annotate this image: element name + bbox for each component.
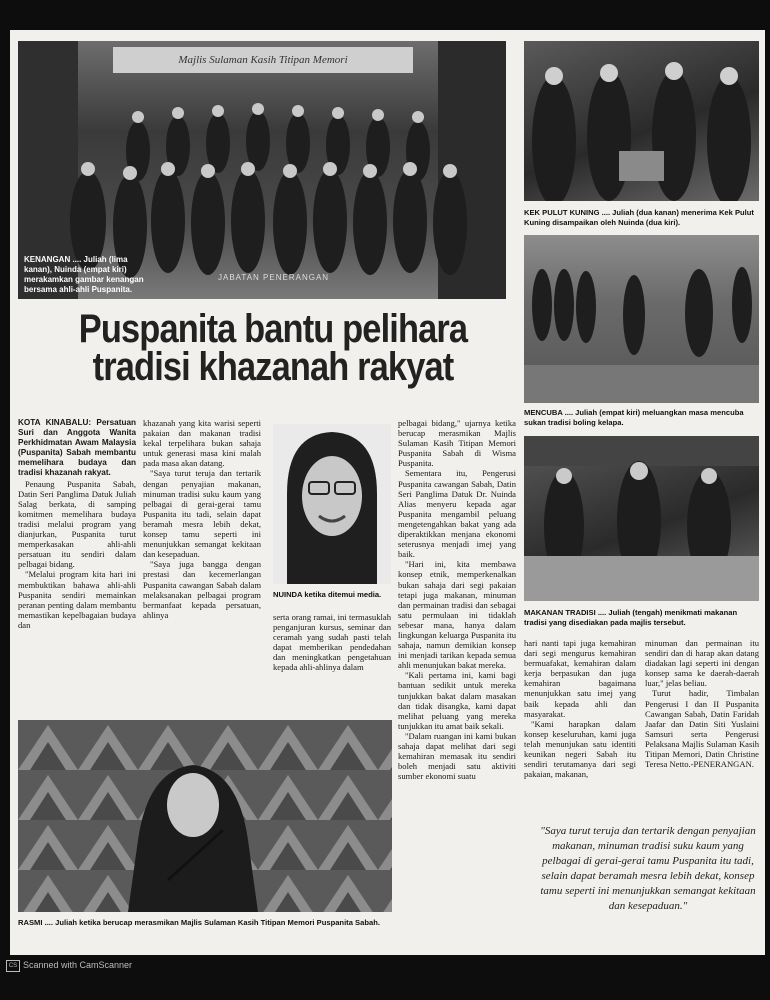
kek-photo xyxy=(524,41,759,201)
footer-text: Scanned with CamScanner xyxy=(23,960,133,970)
mencuba-caption: MENCUBA .... Juliah (empat kiri) meluangkan masa mencuba sukan tradisi boling kelapa. xyxy=(524,408,744,427)
group-photo-caption: KENANGAN .... Juliah (lima kanan), Nuinda (empat kiri) merakamkan gambar kenangan bersama ahli-ahli Puspanita. xyxy=(24,255,144,294)
group-photo xyxy=(18,41,506,299)
kek-caption: KEK PULUT KUNING .... Juliah (dua kanan) menerima Kek Pulut Kuning disampaikan oleh Nuinda (dua kiri). xyxy=(524,208,754,227)
article-column-1 xyxy=(18,418,136,710)
paragraph: Turut hadir, Timbalan Pengerusi I dan II Puspanita Cawangan Sabah, Datin Faridah Jaafar dan Datin Siti Yuslaini Samsuri serta Pengerusi Pelaksana Majlis Sulaman Kasih Titipan Memori, Datin Christine Teresa Netto.-PENERANGAN. xyxy=(645,688,759,770)
article-column-6 xyxy=(645,638,759,823)
watermark: JABATAN PENERANGAN xyxy=(218,273,330,282)
paragraph: pelbagai bidang," ujarnya ketika berucap merasmikan Majlis Sulaman Kasih Titipan Memori Puspanita Sabah di Wisma Puspanita. xyxy=(398,418,516,469)
mencuba-photo xyxy=(524,235,759,403)
camscanner-logo-icon: CS xyxy=(6,960,20,972)
article-column-3 xyxy=(273,612,391,712)
article-column-4 xyxy=(398,418,516,948)
paragraph: serta orang ramai, ini termasuklah penganjuran kursus, seminar dan ceramah yang sudah pasti telah dapat memberikan pendedahan dan meningkatkan pengetahuan kepada ahli-ahlinya dalam xyxy=(273,612,391,673)
headline-line-1: Puspanita bantu pelihara xyxy=(78,307,468,351)
article-column-5 xyxy=(524,638,636,823)
makanan-caption: MAKANAN TRADISI .... Juliah (tengah) menikmati makanan tradisi yang disediakan pada majlis tersebut. xyxy=(524,608,738,627)
headline xyxy=(62,307,483,389)
paragraph: "Saya juga bangga dengan prestasi dan kecemerlangan Puspanita cawangan Sabah dalam melaksanakan pelbagai program bermanfaat kepada persatuan, ahlinya xyxy=(143,559,261,620)
scanner-footer xyxy=(0,958,770,972)
banner-text: Majlis Sulaman Kasih Titipan Memori xyxy=(178,54,348,66)
makanan-photo xyxy=(524,436,759,601)
paragraph: minuman dan permainan itu sendiri dan di harap akan datang diadakan lagi seperti ini dengan konsep sama ke daerah-daerah luar," jelas beliau. xyxy=(645,638,759,689)
paragraph: "Kami harapkan dalam konsep keseluruhan, kami juga telah menunjukan satu identiti keunikan negeri Sabah itu sendiri terutamanya dari segi pakaian, makanan, xyxy=(524,718,636,780)
rasmi-caption: RASMI .... Juliah ketika berucap merasmikan Majlis Sulaman Kasih Titipan Memori Puspanita Sabah. xyxy=(18,918,380,927)
paragraph: Sementara itu, Pengerusi Puspanita cawangan Sabah, Datin Seri Panglima Datuk Dr. Nuinda Alias menyeru kepada agar Puspanita mengambil peluang mengetengahkan bakat yang ada diperaktikkan menjana ekonomi seterusnya menjadi imej yang baik. xyxy=(398,468,516,560)
paragraph: "Saya turut teruja dan tertarik dengan penyajian makanan, minuman tradisi suku kaum yang pelbagai di gerai-gerai tamu Puspanita itu tadi, selain dapat beramah mesra lebih dekat, konsep tamu seperti ini menunjukkan semangat kekitaan dan kesepaduan. xyxy=(143,468,261,560)
paragraph: Penaung Puspanita Sabah, Datin Seri Panglima Datuk Juliah Salag berkata, di samping komitmen memelihara budaya tradisi melalui program yang dianjurkan, Puspanita turut memperkasakan ahli-ahli persatuan itu sendiri dalam pelbagai bidang. xyxy=(18,478,136,570)
paragraph: khazanah yang kita warisi seperti pakaian dan makanan tradisi kekal terpelihara bukan sahaja untuk generasi masa kini malah pada masa akan datang. xyxy=(143,418,261,469)
lead-paragraph: KOTA KINABALU: Persatuan Suri dan Anggota Wanita Perkhidmatan Awam Malaysia (Puspanita) Sabah membantu memelihara budaya dan tradisi khazanah rakyat. xyxy=(18,418,136,478)
nuinda-caption: NUINDA ketika ditemui media. xyxy=(273,590,382,599)
rasmi-photo xyxy=(18,720,392,912)
newspaper-page xyxy=(10,30,765,955)
paragraph: hari nanti tapi juga kemahiran dari segi mengurus kemahiran bermuafakat, kemahiran dalam kerja berpasukan dan juga kemahiran bagaimana menunjukkan satu imej yang baik kepada ahli dan masyarakat. xyxy=(524,638,636,719)
paragraph: "Melalui program kita hari ini membuktikan bahawa ahli-ahli Puspanita sendiri memainkan peranan penting dalam membantu memastikan kepelbagaian budaya dan xyxy=(18,569,136,630)
article-column-2 xyxy=(143,418,261,710)
pull-quote: "Saya turut teruja dan tertarik dengan penyajian makanan, minuman tradisi suku kaum yang pelbagai di gerai-gerai tamu Puspanita itu tadi, selain dapat beramah mesra lebih dekat, konsep tamu seperti ini menunjukkan semangat kekitaan dan kesepaduan." xyxy=(540,825,756,912)
paragraph: "Hari ini, kita membawa konsep etnik, memperkenalkan bukan sahaja dari segi pakaian tetapi juga makanan, minuman dan permainan tradisi dan sebagai satu permulaan ini tidaklah sebesar mana, hanya dalam lingkungan keluarga Puspanita itu sahaja, namun demikian konsep ini menjadi tarikan kepada semua ahli menunjukan bakat mereka. xyxy=(398,559,516,671)
paragraph: "Dalam ruangan ini kami bukan sahaja dapat melihat dari segi kemahiran memasak itu sendiri boleh menjadi satu aktiviti sumber ekonomi suatu xyxy=(398,730,516,782)
paragraph: "Kali pertama ini, kami bagi bantuan sedikit untuk mereka tunjukkan bakat dalam masakan dan tidak disangka, kami dapat melihat peluang yang mereka tunjukkan itu amat baik sekali. xyxy=(398,670,516,731)
headline-line-2: tradisi khazanah rakyat xyxy=(92,345,454,389)
nuinda-photo xyxy=(273,424,391,584)
